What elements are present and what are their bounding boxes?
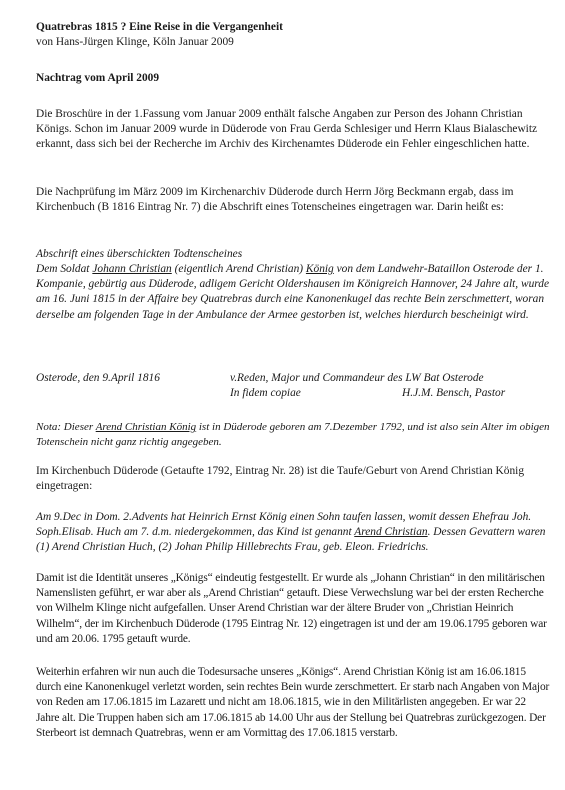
paragraph-verification: Die Nachprüfung im März 2009 im Kirchenarchiv Düderode durch Herrn Jörg Beckmann ergab, dass im Kirchenbuch (B 1816 Eintrag Nr. 7) die Abschrift eines Totenscheines eingetragen war. Darin heißt es: (36, 186, 514, 214)
name-arend-christian-koenig: Arend Christian König (95, 421, 197, 433)
certificate-place-date: Osterode, den 9.April 1816 (36, 372, 160, 384)
certificate-text: Dem Soldat Johann Christian (eigentlich Arend Christian) König von dem Landwehr-Bataillon Osterode der 1. Kompanie, gebürtig aus Düderode, adligem Gericht Oldershausen im Königreich Hannover, 24 Jahre alt, wurde am 16. Juni 1815 in der Affaire bey Quatrebras durch eine Kanonenkugel das rechte Bein zerschmettert, woran derselbe am folgenden Tage in der Ambulance der Armee gestorben ist, welches hierdurch bescheinigt wird. (36, 263, 550, 321)
certificate-fidem-copiae: In fidem copiae (230, 387, 301, 399)
paragraph-correction: Die Broschüre in der 1.Fassung vom Januar 2009 enthält falsche Angaben zur Person des Johann Christian Königs. Schon im Januar 2009 wurde in Düderode von Frau Gerda Schlesiger und Herrn Klaus Bialaschewitz erkannt, dass sich bei der Recherche im Archiv des Kirchenamtes Düderode ein Fehler eingeschlichen hatte. (36, 108, 538, 151)
paragraph-baptism-register: Im Kirchenbuch Düderode (Getaufte 1792, Eintrag Nr. 28) ist die Taufe/Geburt von Arend Christian König eingetragen: (36, 465, 525, 493)
certificate-signature-bensch: H.J.M. Bensch, Pastor (402, 387, 506, 399)
byline: von Hans-Jürgen Klinge, Köln Januar 2009 (36, 36, 234, 48)
certificate-heading: Abschrift eines überschickten Todtenscheines (36, 248, 243, 260)
paragraph-cause-of-death: Weiterhin erfahren wir nun auch die Todesursache unseres „Königs“. Arend Christian König ist am 16.06.1815 durch eine Kanonenkugel verletzt worden, sein rechtes Bein wurde zerschmettert. Er starb nach Angaben von Major von Reden am 17.06.1815 im Lazarett und nicht am 18.06.1815, wie in den Militärlisten angegeben. Er war 22 Jahre alt. Die Truppen haben sich am 17.06.1815 ab 14.00 Uhr aus der Stellung bei Quatrebras zurückgezogen. Der Sterbeort ist demnach Quatrebras, wenn er am Vormittag des 17.06.1815 verstarb. (36, 666, 550, 739)
certificate-signature-reden: v.Reden, Major und Commandeur des LW Bat Osterode (230, 372, 484, 384)
name-arend-christian: Arend Christian (354, 526, 428, 539)
document-title: Quatrebras 1815 ? Eine Reise in die Vergangenheit (36, 21, 283, 33)
paragraph-identity: Damit ist die Identität unseres „Königs“ eindeutig festgestellt. Er wurde als „Johann Christian“ in den militärischen Namenslisten geführt, er war aber als „Arend Christian“ getauft. Diese Verwechslung war bei der ersten Recherche von Wilhelm Klinge nicht aufgefallen. Unser Arend Christian war der ältere Bruder von „Christian Heinrich Wilhelm“, der im Kirchenbuch Düderode (1795 Eintrag Nr. 12) eingetragen ist und der am 19.06.1795 geboren war und am 20.06. 1795 getauft wurde. (36, 572, 547, 645)
name-koenig: König (305, 263, 334, 275)
name-johann-christian: Johann Christian (92, 263, 172, 275)
baptism-entry: Am 9.Dec in Dom. 2.Advents hat Heinrich Ernst König einen Sohn taufen lassen, womit dessen Ehefrau Joh. Soph.Elisab. Huch am 7. d.m. niedergekommen, das Kind ist genannt Arend Christian. Dessen Gevattern waren (1) Arend Christian Huch, (2) Johan Philip Hillebrechts Frau, geb. Eleon. Friedrichs. (36, 511, 546, 554)
addendum-title: Nachtrag vom April 2009 (36, 72, 160, 84)
nota-text: Nota: Dieser Arend Christian König ist in Düderode geboren am 7.Dezember 1792, und ist also sein Alter im obigen Totenschein nicht ganz richtig angegeben. (36, 421, 550, 449)
